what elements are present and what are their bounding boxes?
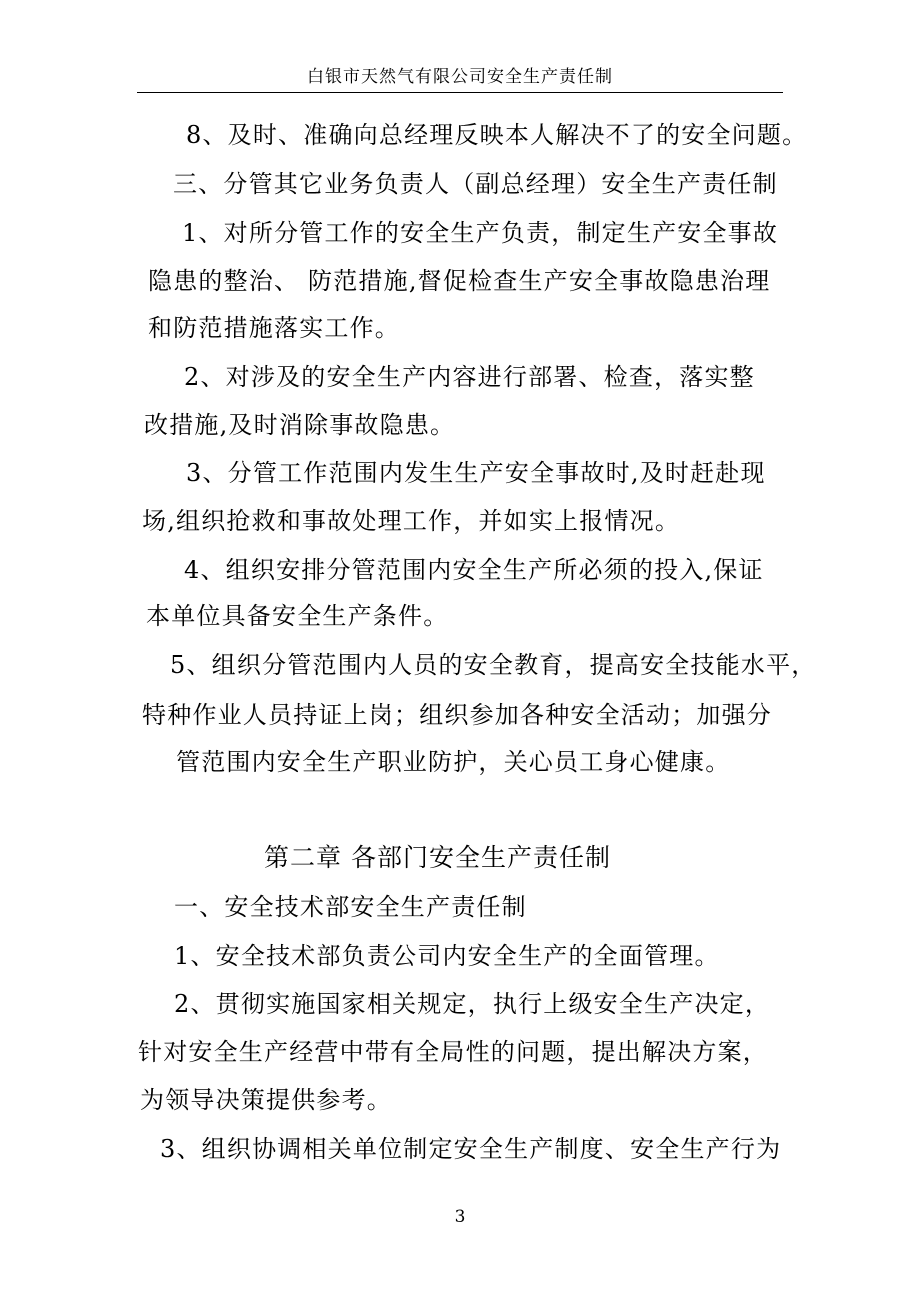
page-number: 3 (454, 1207, 466, 1227)
header-divider (137, 92, 783, 93)
text-line: 本单位具备安全生产条件。 (146, 602, 449, 630)
text-line: 3、组织协调相关单位制定安全生产制度、安全生产行为 (160, 1135, 782, 1163)
chapter-title: 第二章 各部门安全生产责任制 (264, 843, 611, 872)
text-line: 8、及时、准确向总经理反映本人解决不了的安全问题。 (186, 121, 808, 149)
text-line: 和防范措施落实工作。 (148, 314, 400, 342)
text-line: 为领导决策提供参考。 (140, 1086, 392, 1114)
section-heading: 三、分管其它业务负责人（副总经理）安全生产责任制 (173, 170, 778, 198)
text-line: 管范围内安全生产职业防护，关心员工身心健康。 (176, 748, 731, 776)
text-line: 针对安全生产经营中带有全局性的问题，提出解决方案， (138, 1038, 768, 1066)
text-line: 2、贯彻实施国家相关规定，执行上级安全生产决定， (174, 990, 771, 1018)
text-line: 隐患的整治、 防范措施,督促检查生产安全事故隐患治理 (148, 267, 771, 295)
text-line: 2、对涉及的安全生产内容进行部署、检查，落实整 (184, 363, 755, 391)
section-heading: 一、安全技术部安全生产责任制 (174, 893, 527, 921)
text-line: 改措施,及时消除事故隐患。 (144, 411, 456, 439)
text-line: 场,组织抢救和事故处理工作，并如实上报情况。 (142, 507, 681, 535)
text-line: 5、组织分管范围内人员的安全教育，提高安全技能水平， (170, 651, 817, 679)
text-line: 4、组织安排分管范围内安全生产所必须的投入,保证 (184, 556, 764, 584)
text-line: 特种作业人员持证上岗；组织参加各种安全活动；加强分 (142, 701, 772, 729)
page-header-title: 白银市天然气有限公司安全生产责任制 (307, 67, 613, 87)
text-line: 1、安全技术部负责公司内安全生产的全面管理。 (174, 942, 720, 970)
text-line: 1、对所分管工作的安全生产负责，制定生产安全事故 (182, 219, 779, 247)
text-line: 3、分管工作范围内发生生产安全事故时,及时赶赴现 (186, 459, 766, 487)
